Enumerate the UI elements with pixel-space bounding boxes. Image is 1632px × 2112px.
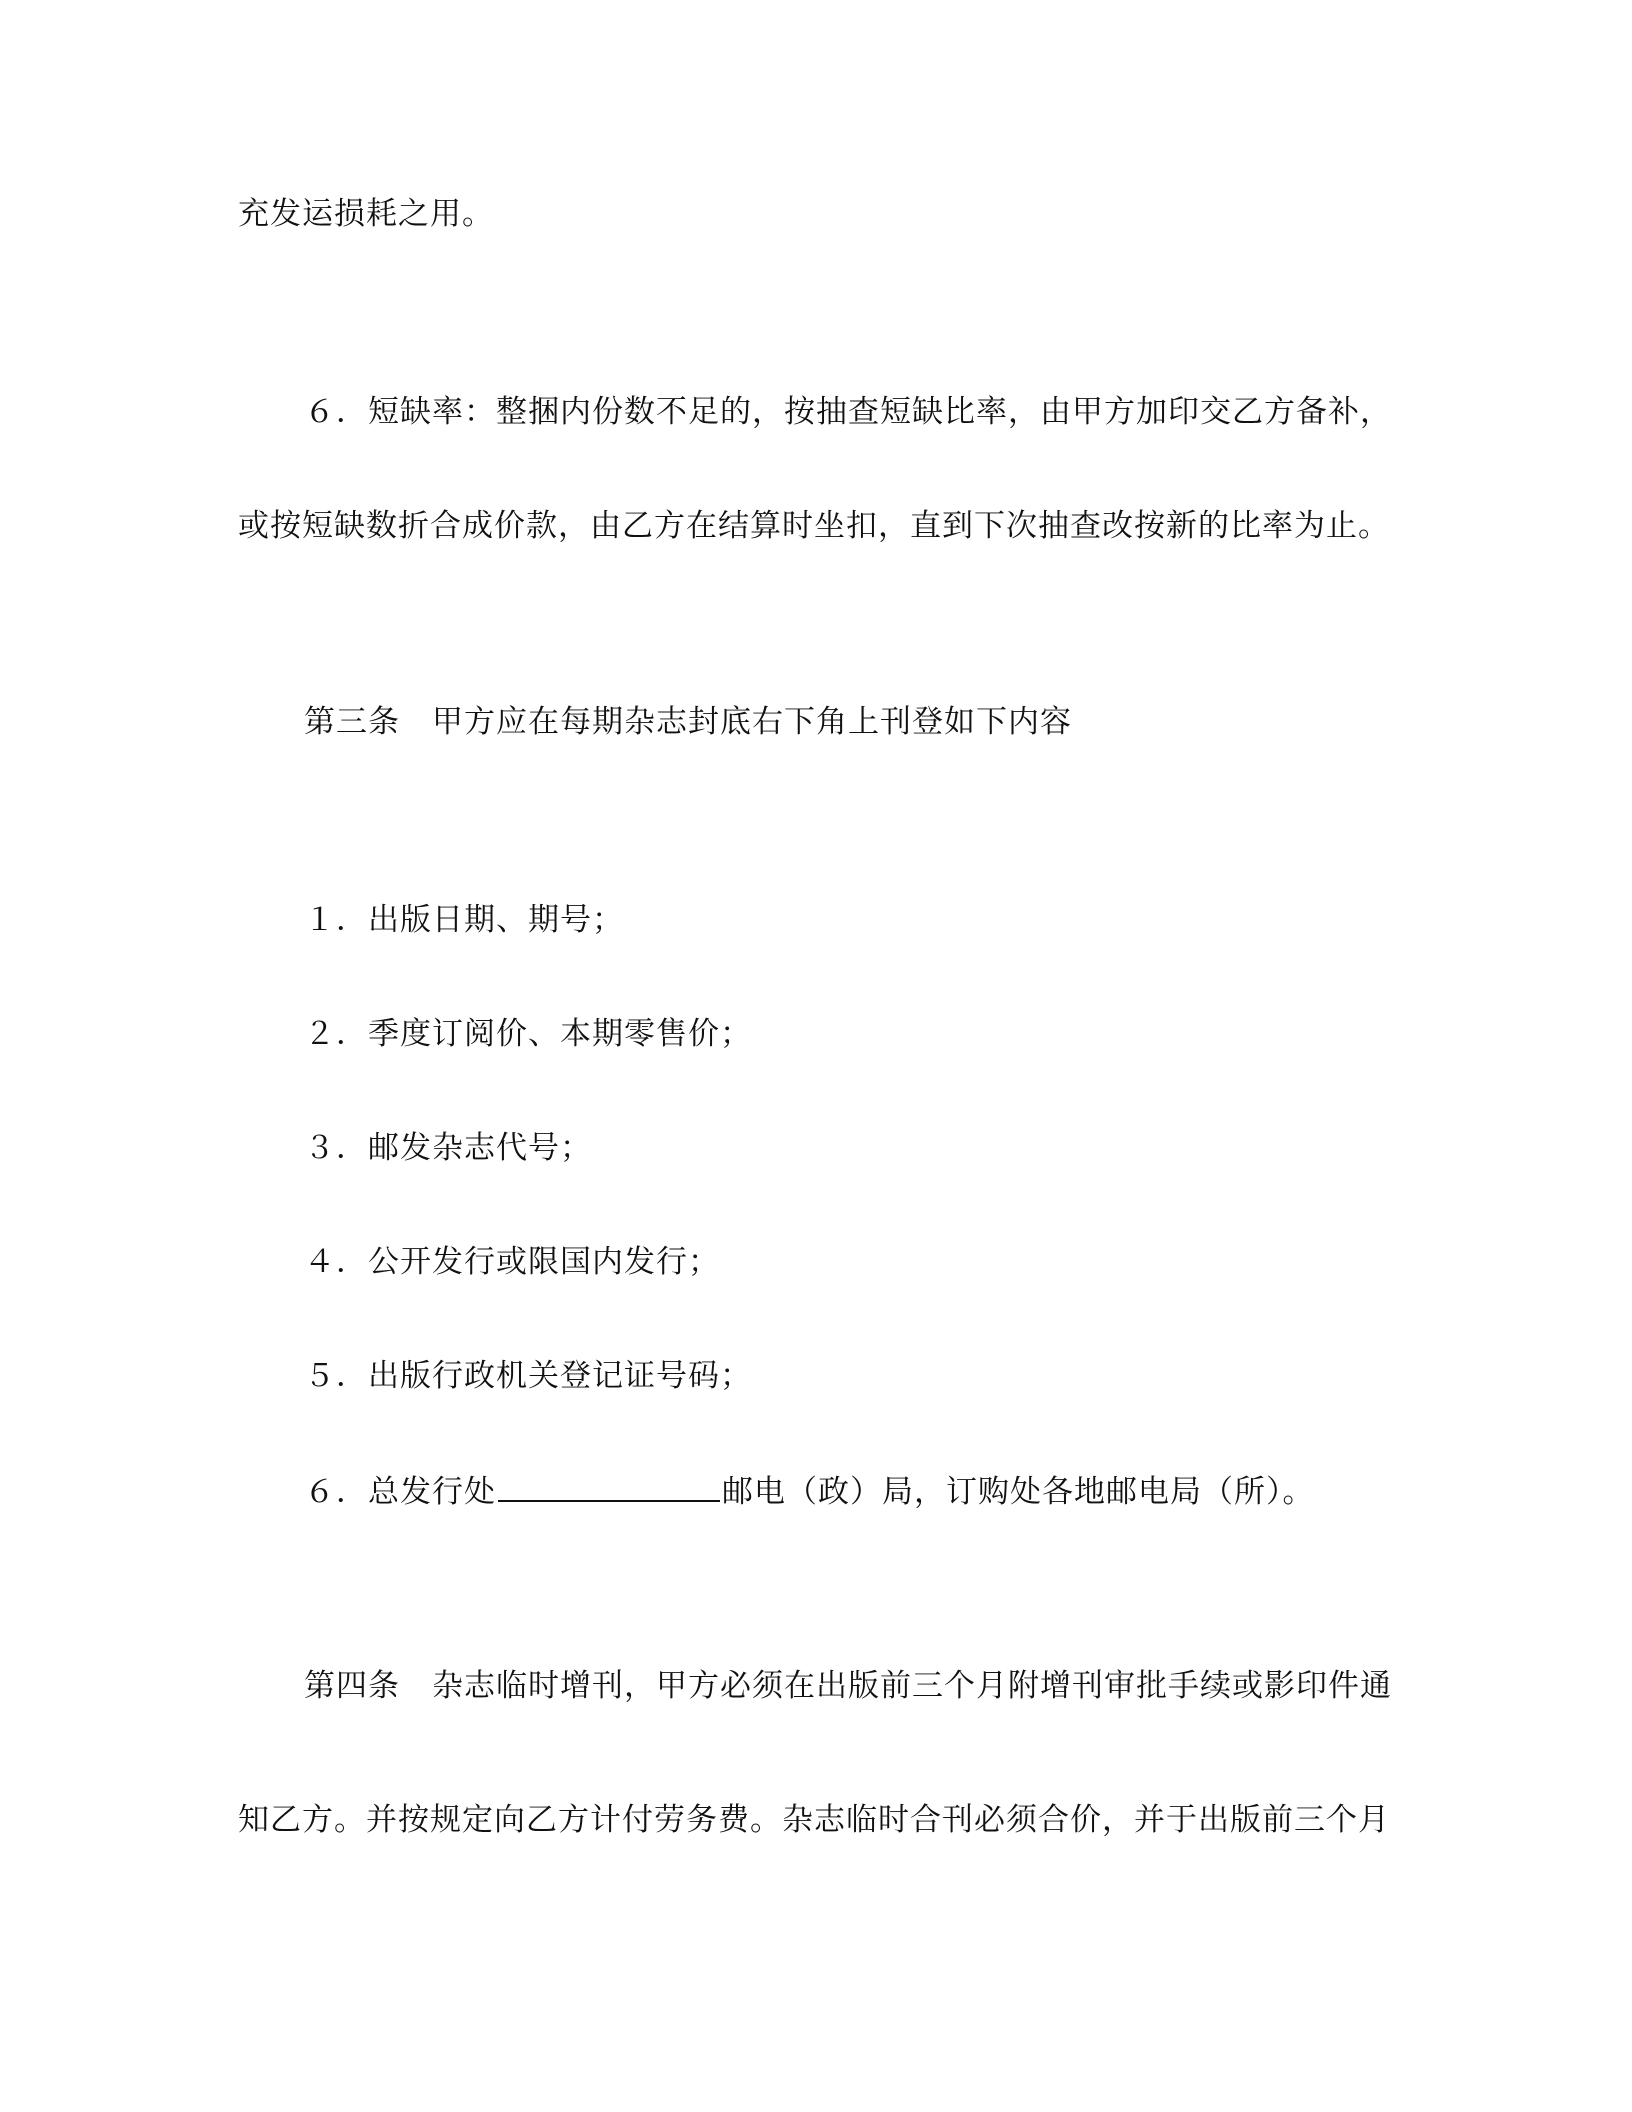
list-item-1: １．出版日期、期号； [304, 902, 624, 938]
article-4-line-2: 知乙方。并按规定向乙方计付劳务费。杂志临时合刊必须合价，并于出版前三个月 [238, 1802, 1390, 1838]
article-4-line-1: 第四条 杂志临时增刊，甲方必须在出版前三个月附增刊审批手续或影印件通 [304, 1668, 1392, 1704]
list-item-6 [304, 1470, 1315, 1512]
list-item-6-suffix: 邮电（政）局，订购处各地邮电局（所）。 [722, 1474, 1315, 1510]
list-item-6-prefix: ６．总发行处 [304, 1474, 496, 1510]
list-item-2: ２．季度订阅价、本期零售价； [304, 1016, 752, 1052]
article-3-heading: 第三条 甲方应在每期杂志封底右下角上刊登如下内容 [304, 704, 1072, 740]
fill-in-blank[interactable] [498, 1470, 720, 1502]
list-item-3: ３．邮发杂志代号； [304, 1130, 592, 1166]
text-line-3: 或按短缺数折合成价款，由乙方在结算时坐扣，直到下次抽查改按新的比率为止。 [238, 508, 1390, 544]
text-line-1: 充发运损耗之用。 [238, 196, 494, 232]
text-line-2: ６．短缺率：整捆内份数不足的，按抽查短缺比率，由甲方加印交乙方备补， [304, 394, 1392, 430]
list-item-5: ５．出版行政机关登记证号码； [304, 1358, 752, 1394]
list-item-4: ４．公开发行或限国内发行； [304, 1244, 720, 1280]
